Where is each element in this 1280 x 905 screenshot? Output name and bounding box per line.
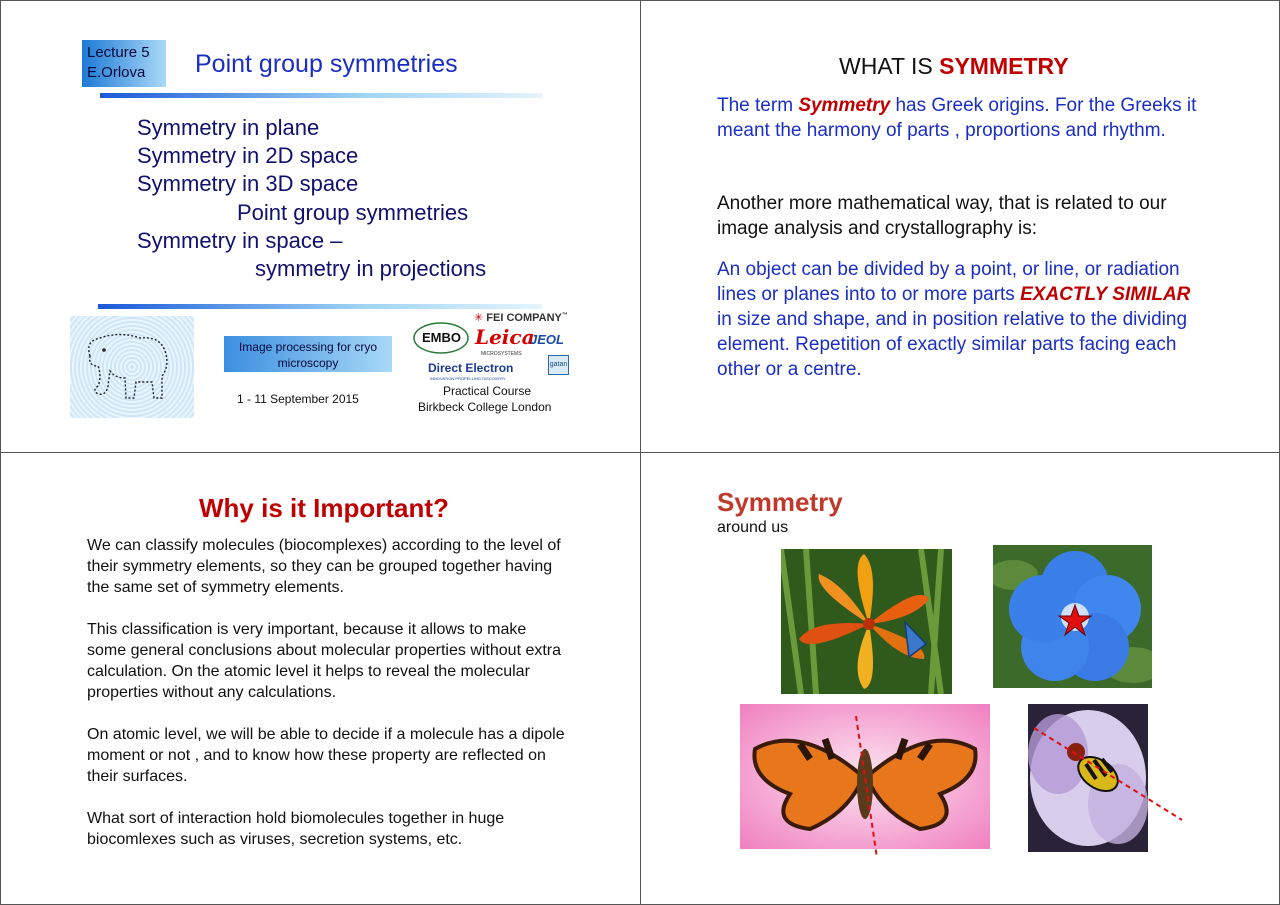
slide1-title: Point group symmetries — [195, 50, 458, 78]
gatan-logo: gatan — [548, 355, 569, 375]
course-title-text: Image processing for cryo microscopy — [238, 340, 378, 370]
lecture-badge — [82, 40, 166, 87]
slide2-title-prefix: WHAT IS — [839, 53, 940, 79]
lecture-label: Lecture 5 — [87, 44, 150, 61]
venue: Birkbeck College London — [418, 400, 552, 414]
course-dates: 1 - 11 September 2015 — [237, 392, 359, 406]
fei-logo: ✳ FEI COMPANY™ — [474, 312, 568, 324]
toc-item: Symmetry in plane — [137, 115, 320, 140]
divider-center — [640, 0, 641, 905]
slide4-subtitle: around us — [717, 519, 789, 536]
embo-logo-text: EMBO — [422, 330, 461, 345]
paragraph: We can classify molecules (biocomplexes) according to the level of their symmetry elements, so they can be grouped together having the same set of symmetry elements. — [87, 537, 561, 596]
symmetry-emphasis: Symmetry — [798, 95, 891, 116]
slide4-title: Symmetry — [717, 487, 843, 517]
direct-electron-logo: Direct Electron — [428, 361, 514, 375]
toc-item: symmetry in projections — [255, 256, 487, 281]
author-label: E.Orlova — [87, 64, 146, 81]
elephant-pattern-image — [70, 316, 194, 418]
embo-logo — [411, 320, 471, 356]
direct-electron-sub: INNOVATION PROPELLING DISCOVERY — [430, 376, 506, 381]
jeol-logo: JEOL — [530, 332, 564, 347]
blue-flower-image — [993, 545, 1152, 688]
slide3-title: Why is it Important? — [199, 493, 449, 523]
footer-divider-bar — [98, 304, 542, 309]
leica-logo: Leica — [475, 325, 535, 349]
toc-item: Symmetry in 3D space — [137, 171, 359, 196]
math-definition-paragraph: Another more mathematical way, that is related to our image analysis and crystallography is: — [717, 193, 1167, 239]
exact-similarity-paragraph: An object can be divided by a point, or line, or radiation lines or planes into to or more parts EXACTLY SIMILAR in size and shape, and in position relative to the dividing element. Repetition of exactly similar parts facing each other or a centre. — [717, 259, 1191, 380]
butterfly-symmetry-line — [840, 712, 890, 862]
paragraph: On atomic level, we will be able to decide if a molecule has a dipole moment or not , and to know how these property are reflected on their surfaces. — [87, 726, 565, 785]
paragraph: What sort of interaction hold biomolecules together in huge biocomlexes such as viruses, secretion systems, etc. — [87, 810, 505, 848]
slide2-title — [839, 53, 1069, 80]
fei-star-icon: ✳ — [474, 312, 484, 324]
exactly-similar-emphasis: EXACTLY SIMILAR — [1020, 284, 1191, 305]
leica-sub: MICROSYSTEMS — [481, 351, 522, 357]
slide2-title-emphasis: SYMMETRY — [939, 53, 1069, 79]
divider-left — [0, 0, 1, 905]
toc-item: Symmetry in space – — [137, 228, 343, 253]
toc-item: Symmetry in 2D space — [137, 143, 359, 168]
lily-flower-image — [781, 549, 952, 694]
hoverfly-symmetry-line — [1030, 724, 1190, 824]
course-title-box — [224, 336, 392, 372]
paragraph: This classification is very important, because it allows to make some general conclusions about molecular properties without extra calculation. On the atomic level it helps to reveal the molecular properties without any calculations. — [87, 621, 562, 701]
title-underline-bar — [100, 93, 542, 98]
toc-item: Point group symmetries — [237, 200, 469, 225]
greek-origin-paragraph: The term Symmetry has Greek origins. For the Greeks it meant the harmony of parts , proportions and rhythm. — [717, 95, 1197, 141]
course-type: Practical Course — [443, 384, 532, 398]
